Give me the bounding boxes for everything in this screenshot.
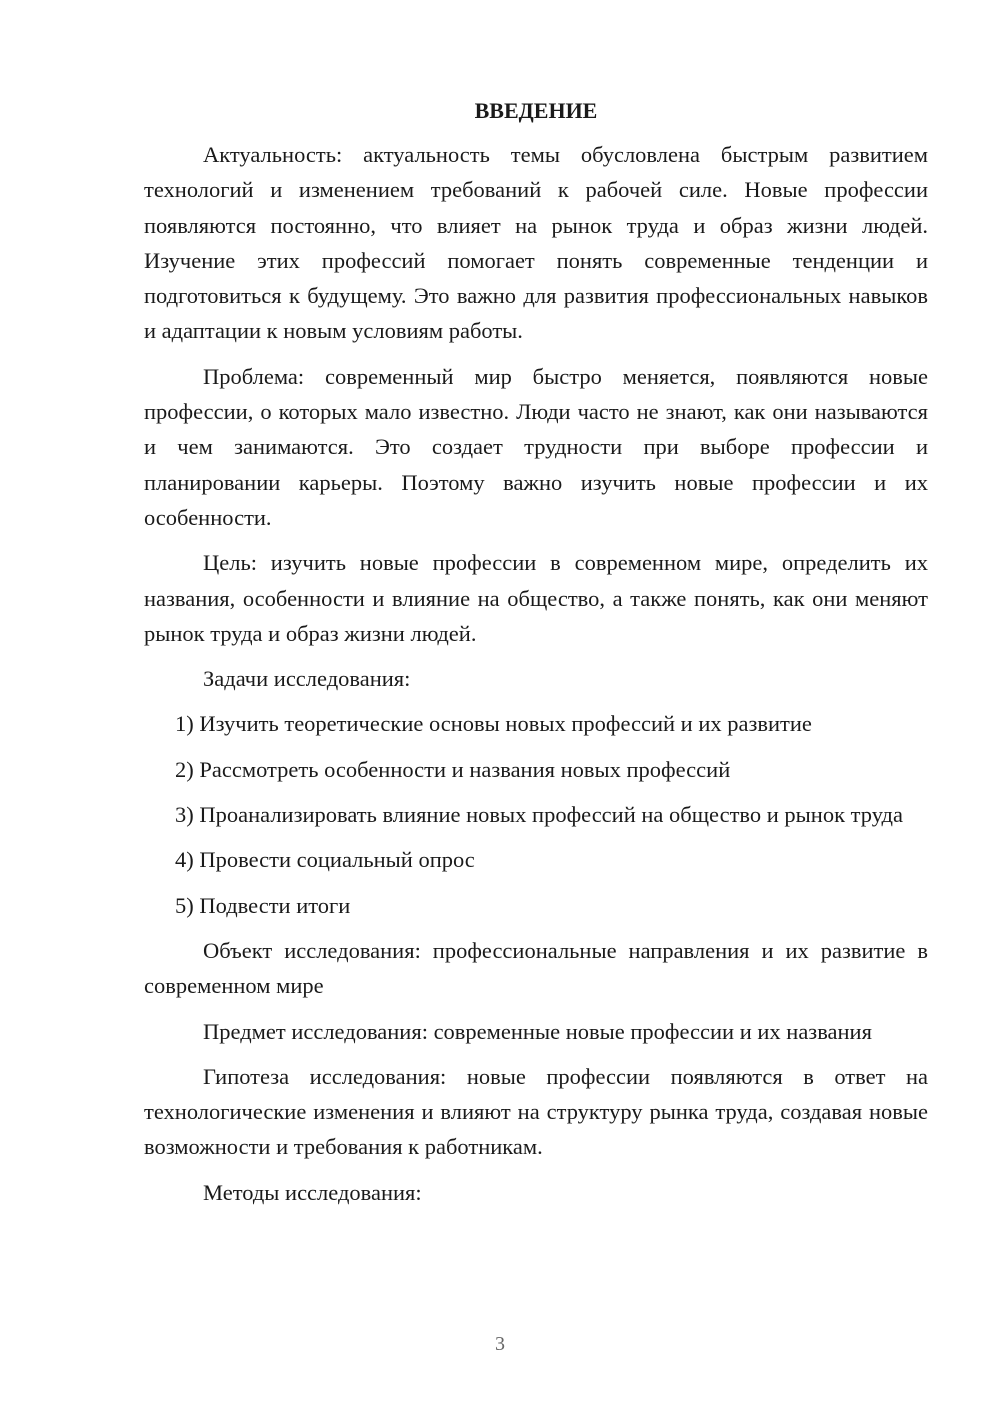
page-number: 3 (495, 1333, 505, 1355)
paragraph-hypothesis: Гипотеза исследования: новые профессии появляются в ответ на технологические изменения и влияют на структуру рынка труда, создавая новые возможности и требования к работникам. (144, 1063, 928, 1160)
paragraph-methods: Методы исследования: (203, 1179, 422, 1205)
paragraph-relevance: Актуальность: актуальность темы обусловлена быстрым развитием технологий и изменением требований к рабочей силе. Новые профессии появляются постоянно, что влияет на рынок труда и образ жизни людей. Изучение этих профессий помогает понять современные тенденции и подготовиться к будущему. Это важно для развития профессиональных навыков и адаптации к новым условиям работы. (144, 142, 928, 344)
paragraph-object: Объект исследования: профессиональные направления и их развитие в современном мире (144, 937, 928, 999)
paragraph-problem: Проблема: современный мир быстро меняется, появляются новые профессии, о которых мало известно. Люди часто не знают, как они называются и чем занимаются. Это создает трудности при выборе профессии и планировании карьеры. Поэтому важно изучить новые профессии и их особенности. (144, 363, 928, 530)
task-item-5: 5) Подвести итоги (175, 892, 351, 918)
paragraph-subject: Предмет исследования: современные новые профессии и их названия (203, 1018, 872, 1044)
task-item-3: 3) Проанализировать влияние новых профессий на общество и рынок труда (175, 802, 903, 828)
task-item-4: 4) Провести социальный опрос (175, 847, 475, 873)
task-item-1: 1) Изучить теоретические основы новых профессий и их развитие (175, 711, 812, 737)
paragraph-tasks-heading: Задачи исследования: (203, 666, 411, 692)
paragraph-goal: Цель: изучить новые профессии в современном мире, определить их названия, особенности и влияние на общество, а также понять, как они меняют рынок труда и образ жизни людей. (144, 550, 928, 646)
section-title: ВВЕДЕНИЕ (474, 98, 598, 123)
page-content (144, 95, 928, 1220)
task-item-2: 2) Рассмотреть особенности и названия новых профессий (175, 756, 731, 782)
